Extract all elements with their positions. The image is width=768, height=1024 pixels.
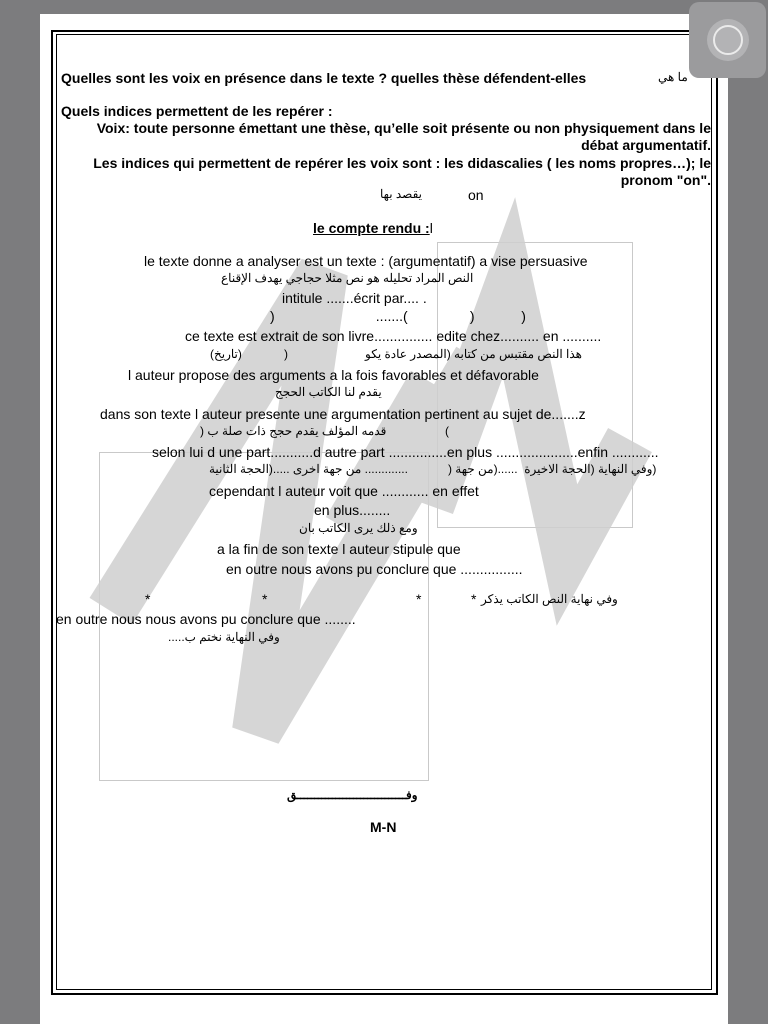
line-final-conclusion: en outre nous nous avons pu conclure que ........ bbox=[56, 611, 356, 627]
line-source-arabic-paren: ( bbox=[284, 347, 288, 361]
line-text-type-arabic: النص المراد تحليله هو نص مثلا حجاجي يهدف الإقناع bbox=[221, 271, 474, 285]
section-title-suffix: l bbox=[429, 220, 433, 236]
line-end-arabic: وفي نهاية النص الكاتب يذكر bbox=[481, 592, 618, 606]
line-source-arabic-date: (تاريخ) bbox=[210, 347, 242, 361]
section-title bbox=[313, 220, 433, 237]
on-word: on bbox=[468, 187, 484, 203]
line-argumentation-arabic-paren: ) bbox=[445, 424, 449, 438]
question-voices: Quelles sont les voix en présence dans le texte ? quelles thèse défendent-elles bbox=[61, 70, 587, 86]
line-connectors: selon lui d une part...........d autre part ...............en plus .....................enfin ............ bbox=[152, 444, 659, 460]
voix-definition-line1: Voix: toute personne émettant une thèse, qu’elle soit présente ou non physiquement dans le bbox=[96, 120, 711, 136]
star-marker: * bbox=[416, 591, 422, 607]
line-final-arabic: وفي النهاية نختم ب..... bbox=[168, 630, 280, 644]
indices-line1: Les indices qui permettent de repérer les voix sont : les didascalies ( les noms propres…); le bbox=[93, 155, 711, 171]
star-marker: * bbox=[262, 591, 268, 607]
line-conclusion: en outre nous avons pu conclure que ................ bbox=[226, 561, 523, 577]
line-source-arabic: هذا النص مقتبس من كتابه (المصدر عادة يكو bbox=[365, 347, 583, 361]
line-en-plus: en plus........ bbox=[314, 502, 391, 518]
line-cependant: cependant l auteur voit que ............ en effet bbox=[209, 483, 479, 499]
line-text-type: le texte donne a analyser est un texte : (argumentatif) a vise persuasive bbox=[144, 253, 588, 269]
voix-definition-line2: débat argumentatif. bbox=[581, 137, 711, 153]
star-marker: * bbox=[471, 591, 477, 607]
line-argumentation-arabic: قدمه المؤلف يقدم حجج ذات صلة ب ( bbox=[200, 424, 387, 438]
star-marker: * bbox=[145, 591, 151, 607]
line-source: ce texte est extrait de son livre............... edite chez.......... en .......... bbox=[185, 328, 602, 344]
on-arabic: يقصد بها bbox=[380, 187, 422, 201]
line-parentheses: ) .......( ) ) bbox=[270, 308, 526, 324]
indices-line2: pronom "on". bbox=[620, 172, 711, 188]
line-arguments-arabic: يقدم لنا الكاتب الحجج bbox=[275, 385, 382, 399]
line-conclusion-author: a la fin de son texte l auteur stipule que bbox=[217, 541, 461, 557]
section-title-text: le compte rendu : bbox=[313, 220, 430, 236]
signature: M-N bbox=[370, 819, 397, 835]
line-arguments: l auteur propose des arguments a la fois favorables et défavorable bbox=[128, 367, 539, 383]
good-luck-arabic: وفـــــــــــــــــــــــــــــــق bbox=[287, 788, 418, 802]
line-argumentation: dans son texte l auteur presente une argumentation pertinent au sujet de.......z bbox=[100, 406, 586, 422]
question-voices-arabic: ما هي bbox=[658, 70, 688, 84]
line-connectors-arabic: (وفي النهاية (الحجة الاخيرة ......(من جهة ( ............. من جهة اخرى .....(الحجة الثانية bbox=[209, 462, 657, 476]
line-title-author: intitule .......écrit par.... . bbox=[282, 290, 427, 306]
circle-icon bbox=[707, 19, 749, 61]
line-en-plus-arabic: ومع ذلك يرى الكاتب بان bbox=[299, 521, 418, 535]
page-menu-button[interactable] bbox=[689, 2, 766, 78]
question-indices: Quels indices permettent de les repérer : bbox=[61, 103, 333, 119]
